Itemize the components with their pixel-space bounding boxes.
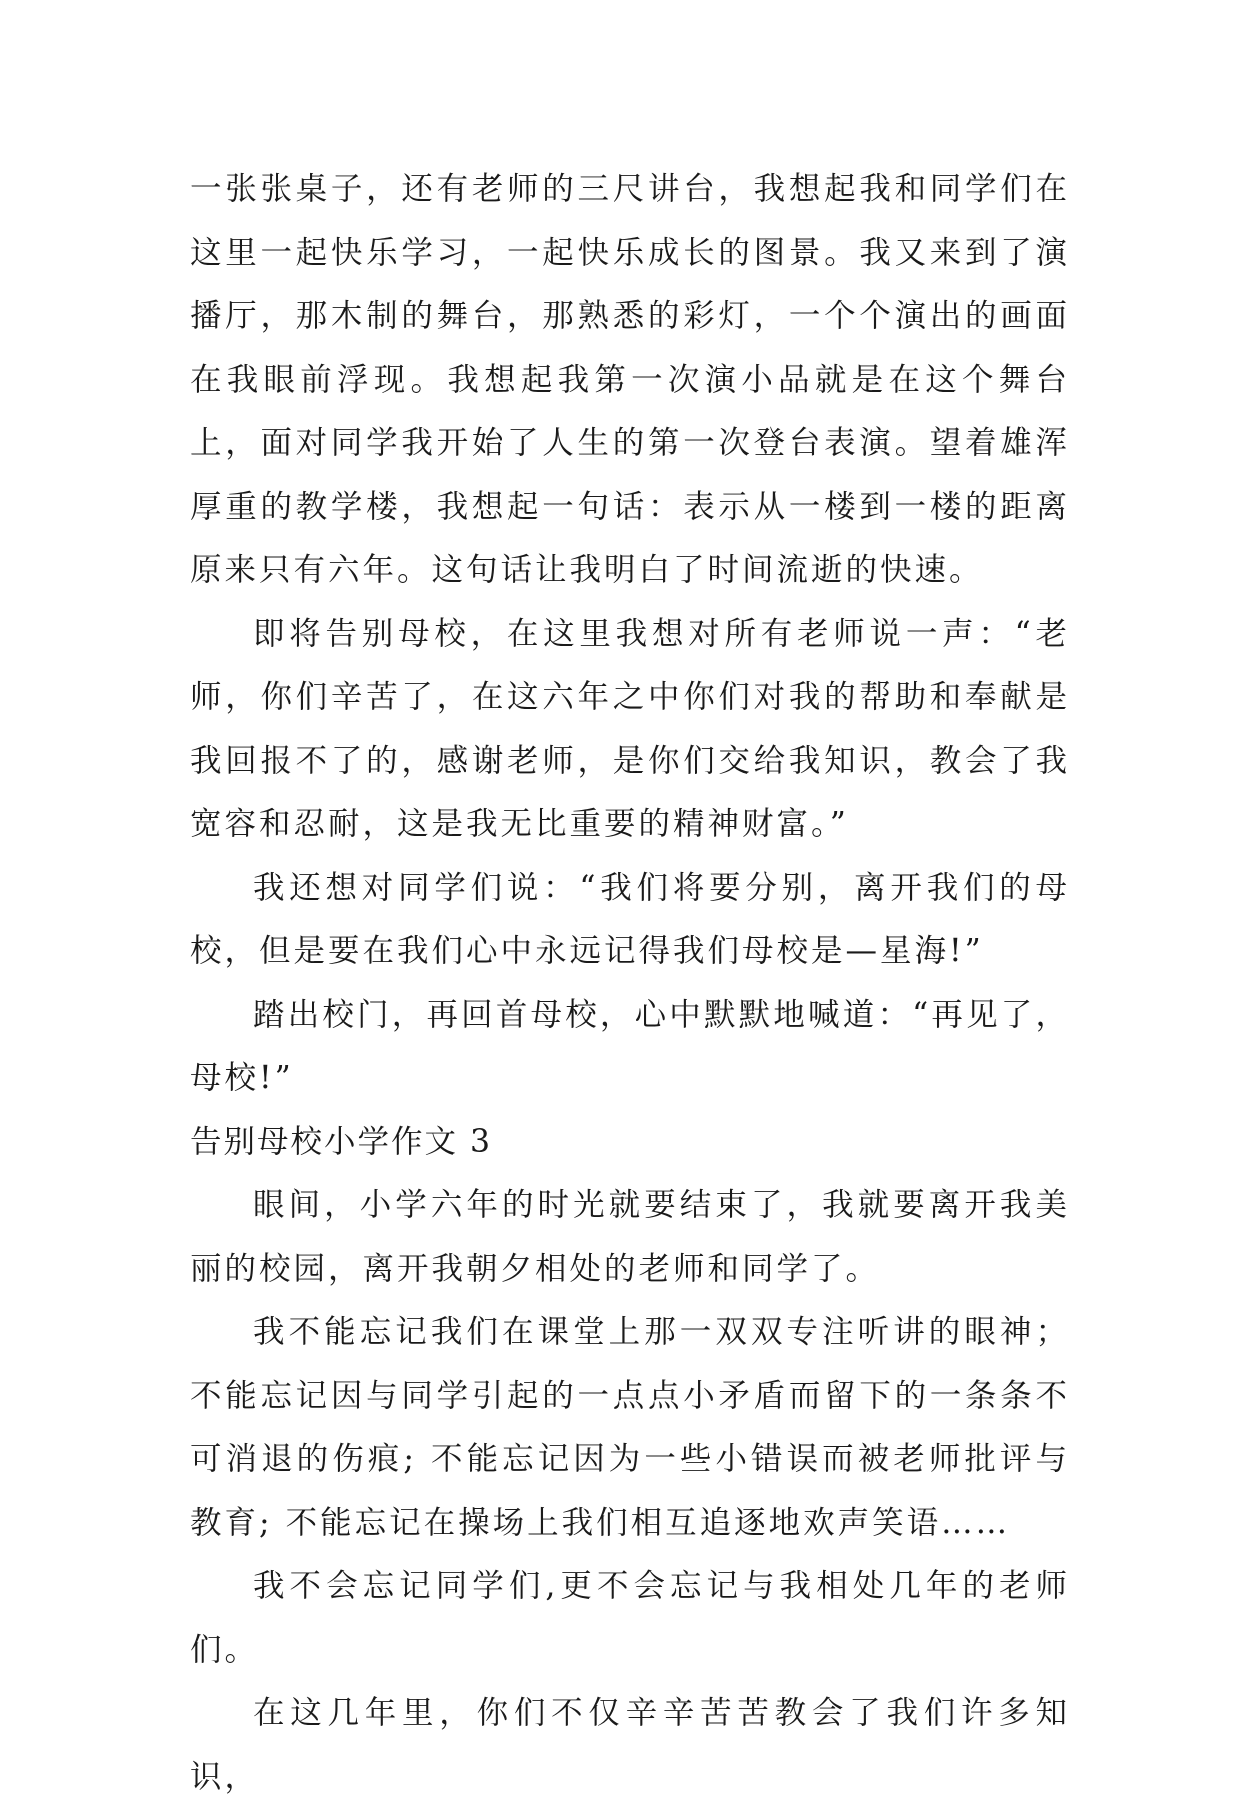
paragraph: 踏出校门，再回首母校，心中默默地喊道：“再见了，母校!”	[190, 996, 1070, 1096]
paragraph: 眼间，小学六年的时光就要结束了，我就要离开我美丽的校园，离开我朝夕相处的老师和同学了。	[190, 1187, 1070, 1287]
document-body	[190, 158, 1070, 1809]
section-title: 告别母校小学作文 3	[190, 1123, 493, 1160]
paragraph: 即将告别母校，在这里我想对所有老师说一声：“老师，你们辛苦了，在这六年之中你们对我的帮助和奉献是我回报不了的，感谢老师，是你们交给我知识，教会了我宽容和忍耐，这是我无比重要的精神财富。”	[190, 615, 1070, 842]
paragraph: 在这几年里，你们不仅辛辛苦苦教会了我们许多知识，	[190, 1695, 1070, 1795]
paragraph: 我还想对同学们说：“我们将要分别，离开我们的母校，但是要在我们心中永远记得我们母校是—星海!”	[190, 869, 1070, 969]
paragraph: 我不能忘记我们在课堂上那一双双专注听讲的眼神；不能忘记因与同学引起的一点点小矛盾而留下的一条条不可消退的伤痕; 不能忘记因为一些小错误而被老师批评与教育; 不能忘记在操场上我们相互追逐地欢声笑语……	[190, 1314, 1070, 1541]
paragraph: 一张张桌子，还有老师的三尺讲台，我想起我和同学们在这里一起快乐学习，一起快乐成长的图景。我又来到了演播厅，那木制的舞台，那熟悉的彩灯，一个个演出的画面在我眼前浮现。我想起我第一次演小品就是在这个舞台上，面对同学我开始了人生的第一次登台表演。望着雄浑厚重的教学楼，我想起一句话：表示从一楼到一楼的距离原来只有六年。这句话让我明白了时间流逝的快速。	[190, 171, 1070, 588]
paragraph: 我不会忘记同学们,更不会忘记与我相处几年的老师们。	[190, 1568, 1070, 1668]
